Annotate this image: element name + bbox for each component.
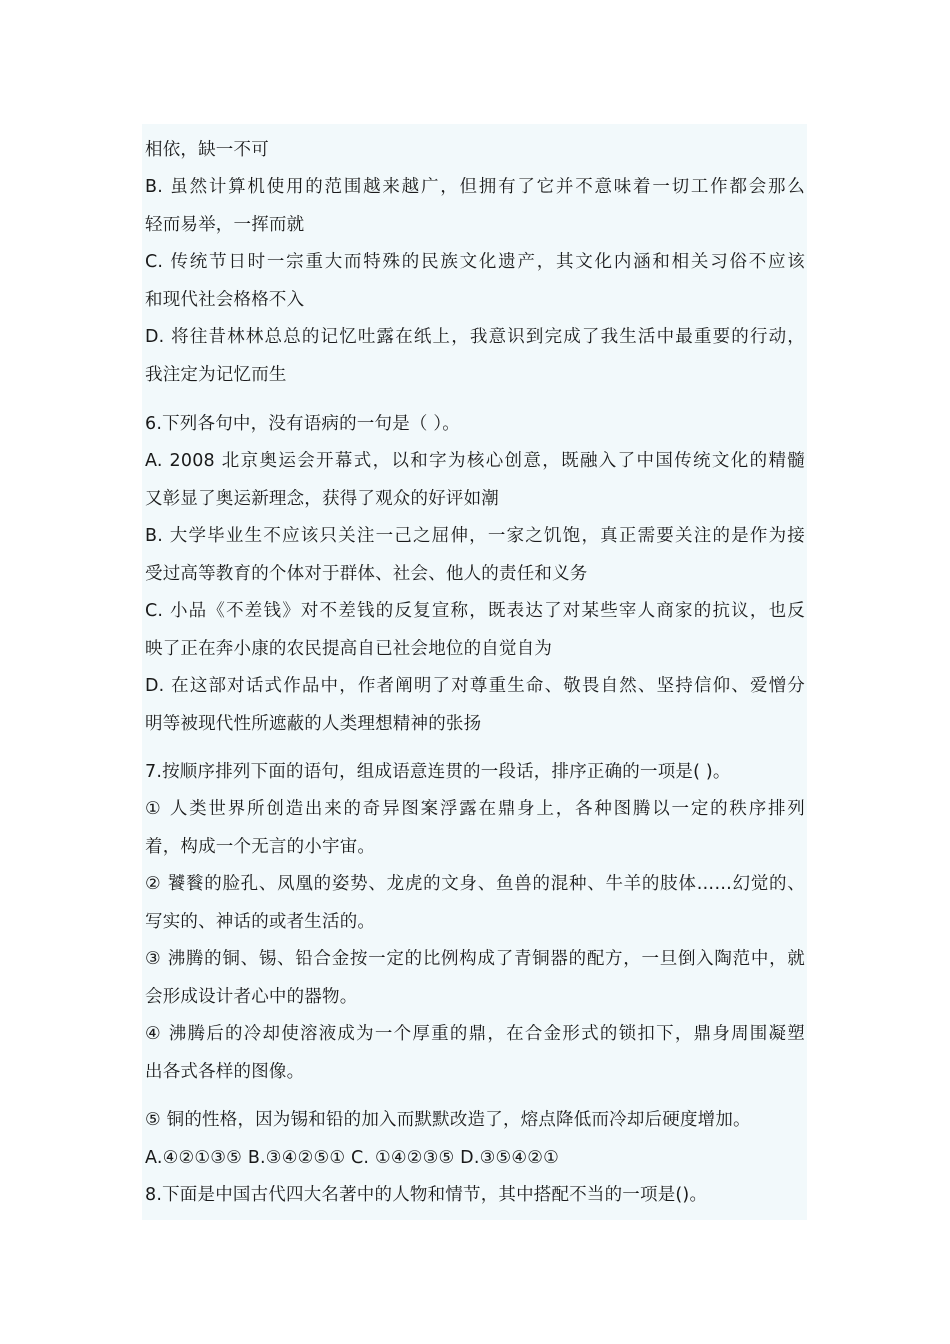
text-line: 写实的、神话的或者生活的。 (145, 912, 376, 932)
text-line: ④ 沸腾后的冷却使溶液成为一个厚重的鼎，在合金形式的锁扣下，鼎身周围凝塑 (145, 1024, 805, 1044)
text-line: 又彰显了奥运新理念，获得了观众的好评如潮 (145, 489, 499, 509)
text-line: ② 饕餮的脸孔、凤凰的姿势、龙虎的文身、鱼兽的混种、牛羊的肢体……幻觉的、 (145, 874, 805, 894)
text-line: 映了正在奔小康的农民提高自已社会地位的自觉自为 (145, 639, 553, 659)
text-line: 8.下面是中国古代四大名著中的人物和情节，其中搭配不当的一项是()。 (145, 1185, 708, 1205)
text-line: C. 小品《不差钱》对不差钱的反复宣称，既表达了对某些宰人商家的抗议，也反 (145, 601, 805, 621)
text-line: B. 虽然计算机使用的范围越来越广，但拥有了它并不意味着一切工作都会那么 (145, 177, 805, 197)
text-line: 会形成设计者心中的器物。 (145, 987, 358, 1007)
text-line: ① 人类世界所创造出来的奇异图案浮露在鼎身上，各种图腾以一定的秩序排列 (145, 799, 805, 819)
text-line: C. 传统节日时一宗重大而特殊的民族文化遗产，其文化内涵和相关习俗不应该 (145, 252, 805, 272)
text-line: 出各式各样的图像。 (145, 1062, 305, 1082)
text-line: D. 在这部对话式作品中，作者阐明了对尊重生命、敬畏自然、坚持信仰、爱憎分 (145, 676, 805, 696)
text-line: 轻而易举，一挥而就 (145, 215, 305, 235)
text-line: 相依，缺一不可 (145, 140, 269, 160)
text-line: 受过高等教育的个体对于群体、社会、他人的责任和义务 (145, 564, 588, 584)
text-line: B. 大学毕业生不应该只关注一己之屈伸，一家之饥饱，真正需要关注的是作为接 (145, 526, 805, 546)
text-line: D. 将往昔林林总总的记忆吐露在纸上，我意识到完成了我生活中最重要的行动， (145, 327, 805, 347)
text-line: 我注定为记忆而生 (145, 365, 287, 385)
text-line: 着，构成一个无言的小宇宙。 (145, 837, 376, 857)
text-line: A. 2008 北京奥运会开幕式，以和字为核心创意，既融入了中国传统文化的精髓 (145, 451, 805, 471)
text-line: ⑤ 铜的性格，因为锡和铅的加入而默默改造了，熔点降低而冷却后硬度增加。 (145, 1110, 751, 1130)
text-line: ③ 沸腾的铜、锡、铅合金按一定的比例构成了青铜器的配方，一旦倒入陶范中，就 (145, 949, 805, 969)
text-line: 明等被现代性所遮蔽的人类理想精神的张扬 (145, 714, 482, 734)
text-line: A.④②①③⑤ B.③④②⑤① C. ①④②③⑤ D.③⑤④②① (145, 1148, 560, 1168)
text-line: 7.按顺序排列下面的语句，组成语意连贯的一段话，排序正确的一项是( )。 (145, 762, 731, 782)
text-line: 6.下列各句中，没有语病的一句是（ ）。 (145, 414, 461, 434)
text-line: 和现代社会格格不入 (145, 290, 305, 310)
